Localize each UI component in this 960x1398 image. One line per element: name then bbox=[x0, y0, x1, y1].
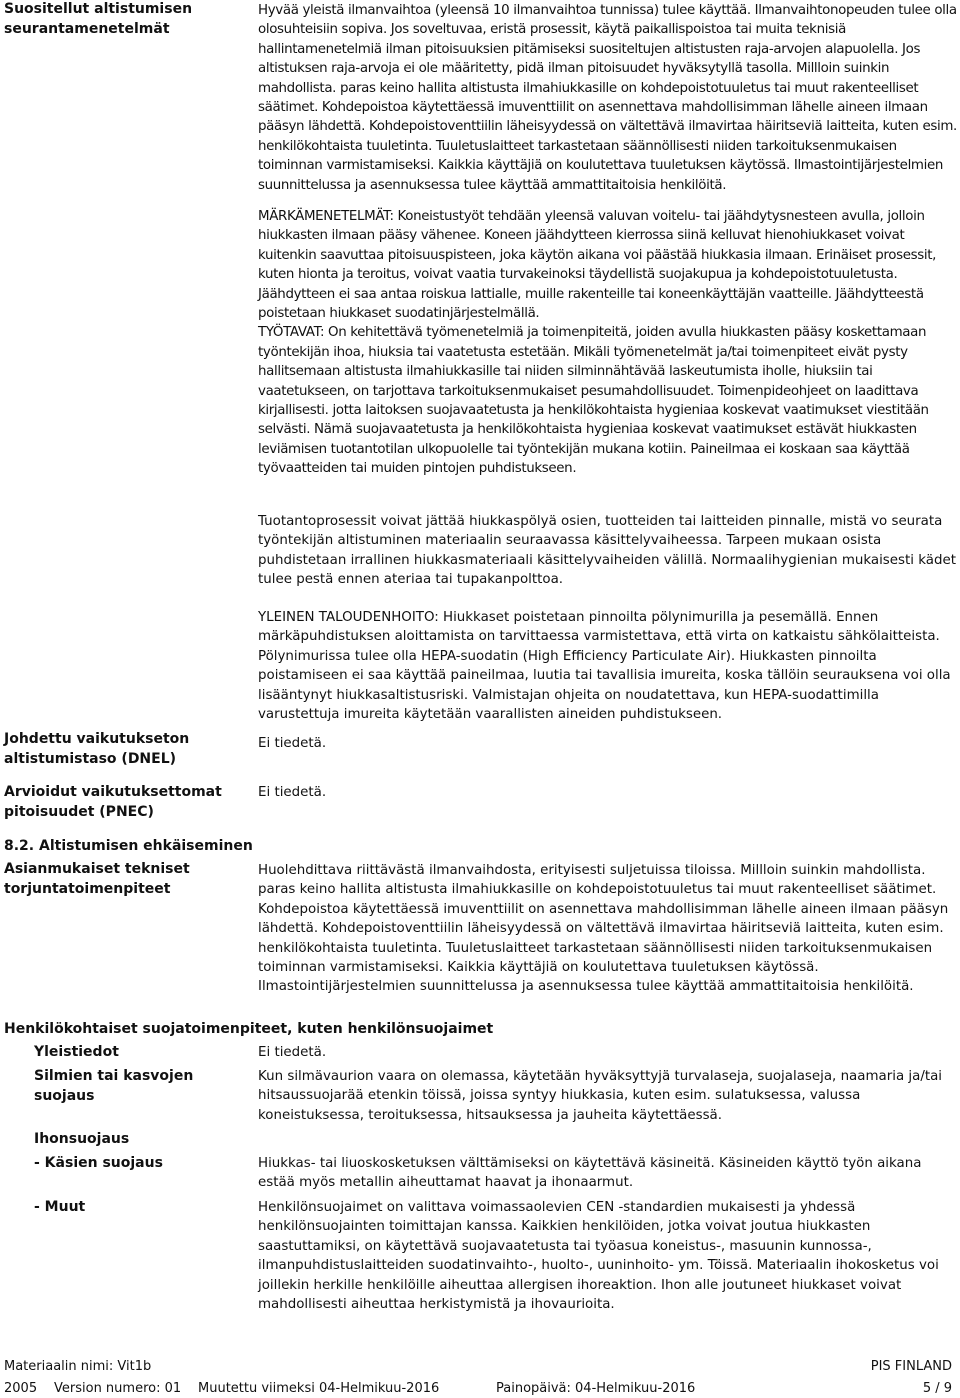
footer-code: 2005 bbox=[4, 1381, 38, 1396]
technical-controls-text: Huolehdittava riittävästä ilmanvaihdosta, erityisesti suljetuissa tiloissa. Millloin suinkin mahdollista. paras keino hallita altistusta ilmahiukkasille on kohdepoistotuuletus tai muut rakenteelliset säätimet. Kohdepoistoa käytettäessä imuventtiilit on asennettava mahdollisimman lähelle aineen ilmaan pääsyn lähdettä. Kohdepoistoventtiilin läheisyydessä on vältettävä ilmavirtaa häiritseviä laitteita, kuten esim. henkilökohtaista tuuletinta. Tuuletuslaitteet tarkastetaan säännöllisesti niiden tarkoituksenmukaisen toiminnan varmistamiseksi. Kaikkia käyttäjiä on koulutettava tuuletuksen käytössä. Ilmastointijärjestelmien suunnittelussa ja asennuksessa tulee käyttää ammattitaitoisia henkilöitä. bbox=[258, 863, 949, 995]
other-protection-text: Henkilönsuojaimet on valittava voimassaolevien CEN -standardien mukaisesti ja yhdessä henkilönsuojainten toimittajan kanssa. Kaikkien henkilöiden, jotka voivat joutua hiukkasten saastuttamiksi, on käytettävä suojavaatetusta tai työasua koneistus-, masuunin kunnossa-, ilmanpuhdistuslaitteiden suodatinvaihto-, huolto-, uuninhoito- ym. Töissä. Materiaalin ihokosketus voi joillekin herkille henkilöille aiheuttaa allergisen ihoreaktion. Ihon alle joutuneet hiukkaset voivat mahdollisesti aiheuttaa herkistymistä ja ihovaurioita. bbox=[258, 1200, 939, 1313]
label-technical-controls: Asianmukaiset tekniset torjuntatoimenpiteet bbox=[4, 861, 190, 897]
dnel-value: Ei tiedetä. bbox=[258, 736, 327, 751]
eye-face-protection-text: Kun silmävaurion vaara on olemassa, käytetään hyväksyttyjä turvalaseja, suojalaseja, naamaria ja/tai hitsaussuojarää etenkin töissä, joissa syntyy hiukkasia, kuten esim. sulatuksessa, valussa koneistuksessa, teroituksessa, hitsauksessa ja jauheita käytettäessä. bbox=[258, 1069, 943, 1123]
monitoring-methods-text: Hyvää yleistä ilmanvaihtoa (yleensä 10 ilmanvaihtoa tunnissa) tulee käyttää. Ilmanvaihtonopeuden tulee olla olosuhteisiin sopiva. Jos soveltuvaa, eristä prosessit, käytä paikallispoistoa tai muita teknisiä hallintamenetelmiä ilman pitoisuuksien pitämiseksi suositeltujen altistusten raja-arvojen alapuolella. Jos altistuksen raja-arvoja ei ole määritetty, pidä ilman pitoisuudet hyväksytyllä tasolla. Millloin suinkin mahdollista. paras keino hallita altistusta ilmahiukkasille on kohdepoistotuuletus tai muut rakenteelliset säätimet. Kohdepoistoa käytettäessä imuventtiilit on asennettava mahdollisimman lähelle aineen ilmaan pääsyn lähdettä. Kohdepoistoventtiilin läheisyydessä on vältettävä ilmavirtaa häiritseviä laitteita, kuten esim. henkilökohtaista tuuletinta. Tuuletuslaitteet tarkastetaan säännöllisesti niiden tarkoituksenmukaisen toiminnan varmistamiseksi. Kaikkia käyttäjiä on koulutettava tuuletuksen käytössä. Ilmastointijärjestelmien suunnittelussa ja asennuksessa tulee käyttää ammattitaitoisia henkilöitä. bbox=[258, 3, 957, 193]
label-hand-protection: - Käsien suojaus bbox=[34, 1155, 163, 1171]
label-pnec: Arvioidut vaikutuksettomat pitoisuudet (PNEC) bbox=[4, 784, 222, 820]
label-eye-face-protection: Silmien tai kasvojen suojaus bbox=[34, 1068, 194, 1104]
wet-methods-and-work-practices-text: MÄRKÄMENETELMÄT: Koneistustyöt tehdään yleensä valuvan voitelu- tai jäähdytysnesteen avulla, jolloin hiukkasten ilmaan pääsy vähenee. Koneen jäähdytteen kierrossa siinä kelluvat hienohiukkaset voivat kuitenkin saavuttaa pitoisuuspisteen, joka käytön aikana voi päästää hiukkasia ilmaan. Erinäiset prosessit, kuten hionta ja teroitus, voivat vaatia turvakeinoksi täydellistä suojakupua ja kohdepoistotuuletusta. Jäähdytteen ei saa antaa roiskua lattialle, muille rakenteille tai koneenkäyttäjän vaatteille. Jäähdytteestä poistetaan hiukkaset suodatinjärjestelmällä. TYÖTAVAT: On kehitettävä työmenetelmiä ja toimenpiteitä, joiden avulla hiukkasten pääsy koskettamaan työntekijän ihoa, hiuksia tai vaatetusta estetään. Mikäli työmenetelmät ja/tai toimenpiteet eivät pysty hallitsemaan altistusta ilmahiukkasille tai niiden silminnähtävää laskeutumista iholle, hiuksiin tai vaatetukseen, on tarjottava tarkoituksenmukaiset pesumahdollisuudet. Toimenpideohjeet on laadittava kirjallisesti. jotta laitoksen suojavaatetusta ja henkilökohtaista hygieniaa koskevat vaatimukset viestitään selvästi. Nämä suojavaatetusta ja henkilökohtaista hygieniaa koskevat vaatimukset estävät hiukkasten leviämisen tuotantotilan ulkopuolelle tai työntekijän mukana kotiin. Paineilmaa ei koskaan saa käyttää työvaatteiden tai muiden pintojen puhdistukseen. bbox=[258, 209, 937, 477]
label-monitoring-methods: Suositellut altistumisen seurantamenetelmät bbox=[4, 1, 193, 37]
housekeeping-text: YLEINEN TALOUDENHOITO: Hiukkaset poistetaan pinnoilta pölynimurilla ja pesemällä. Ennen märkäpuhdistuksen aloittamista on tarvittaessa varmistettava, että virta on katkaistu sähkölaitteista. Pölynimurissa tulee olla HEPA-suodatin (High Efficiency Particulate Air). Hiukkasten pinnoilta poistamiseen ei saa käyttää paineilmaa, luutia tai tavallisia imureita, koska tällöin seurauksena voi olla lisääntynyt hiukkasaltistusriski. Valmistajan ohjeita on noudatettava, kun HEPA-suodattimilla varustettuja imureita käytetään vaarallisten aineiden puhdistukseen. bbox=[258, 610, 951, 723]
section-heading-8-2: 8.2. Altistumisen ehkäiseminen bbox=[4, 838, 253, 854]
footer-page-number: 5 / 9 bbox=[922, 1381, 952, 1396]
general-value: Ei tiedetä. bbox=[258, 1045, 327, 1060]
footer-modified: Muutettu viimeksi 04-Helmikuu-2016 bbox=[198, 1381, 440, 1396]
section-heading-ppe: Henkilökohtaiset suojatoimenpiteet, kuten henkilönsuojaimet bbox=[4, 1021, 494, 1037]
label-dnel: Johdettu vaikutukseton altistumistaso (DNEL) bbox=[4, 731, 190, 767]
hand-protection-text: Hiukkas- tai liuoskosketuksen välttämiseksi on käytettävä käsineitä. Käsineiden käyttö työn aikana estää myös metallin aiheuttamat haavat ja ihonaarmut. bbox=[258, 1156, 922, 1191]
production-process-text: Tuotantoprosessit voivat jättää hiukkaspölyä osien, tuotteiden tai laitteiden pinnalle, mistä vo seurata työntekijän altistuminen materiaalin seuraavassa käsittelyvaiheessa. Tarpeen mukaan osista puhdistetaan irrallinen hiukkasmateriaali käsittelyvaiheiden välillä. Normaalihygienian mukaisesti kädet tulee pestä ennen ateriaa tai tupakanpolttoa. bbox=[258, 514, 956, 588]
label-other-protection: - Muut bbox=[34, 1199, 86, 1215]
label-general: Yleistiedot bbox=[34, 1044, 119, 1060]
footer-material-name: Materiaalin nimi: Vit1b bbox=[4, 1359, 152, 1374]
footer-version: Version numero: 01 bbox=[54, 1381, 182, 1396]
footer-company: PIS FINLAND bbox=[870, 1359, 952, 1374]
footer-printed: Painopäivä: 04-Helmikuu-2016 bbox=[496, 1381, 696, 1396]
pnec-value: Ei tiedetä. bbox=[258, 785, 327, 800]
label-skin-protection: Ihonsuojaus bbox=[34, 1131, 130, 1147]
